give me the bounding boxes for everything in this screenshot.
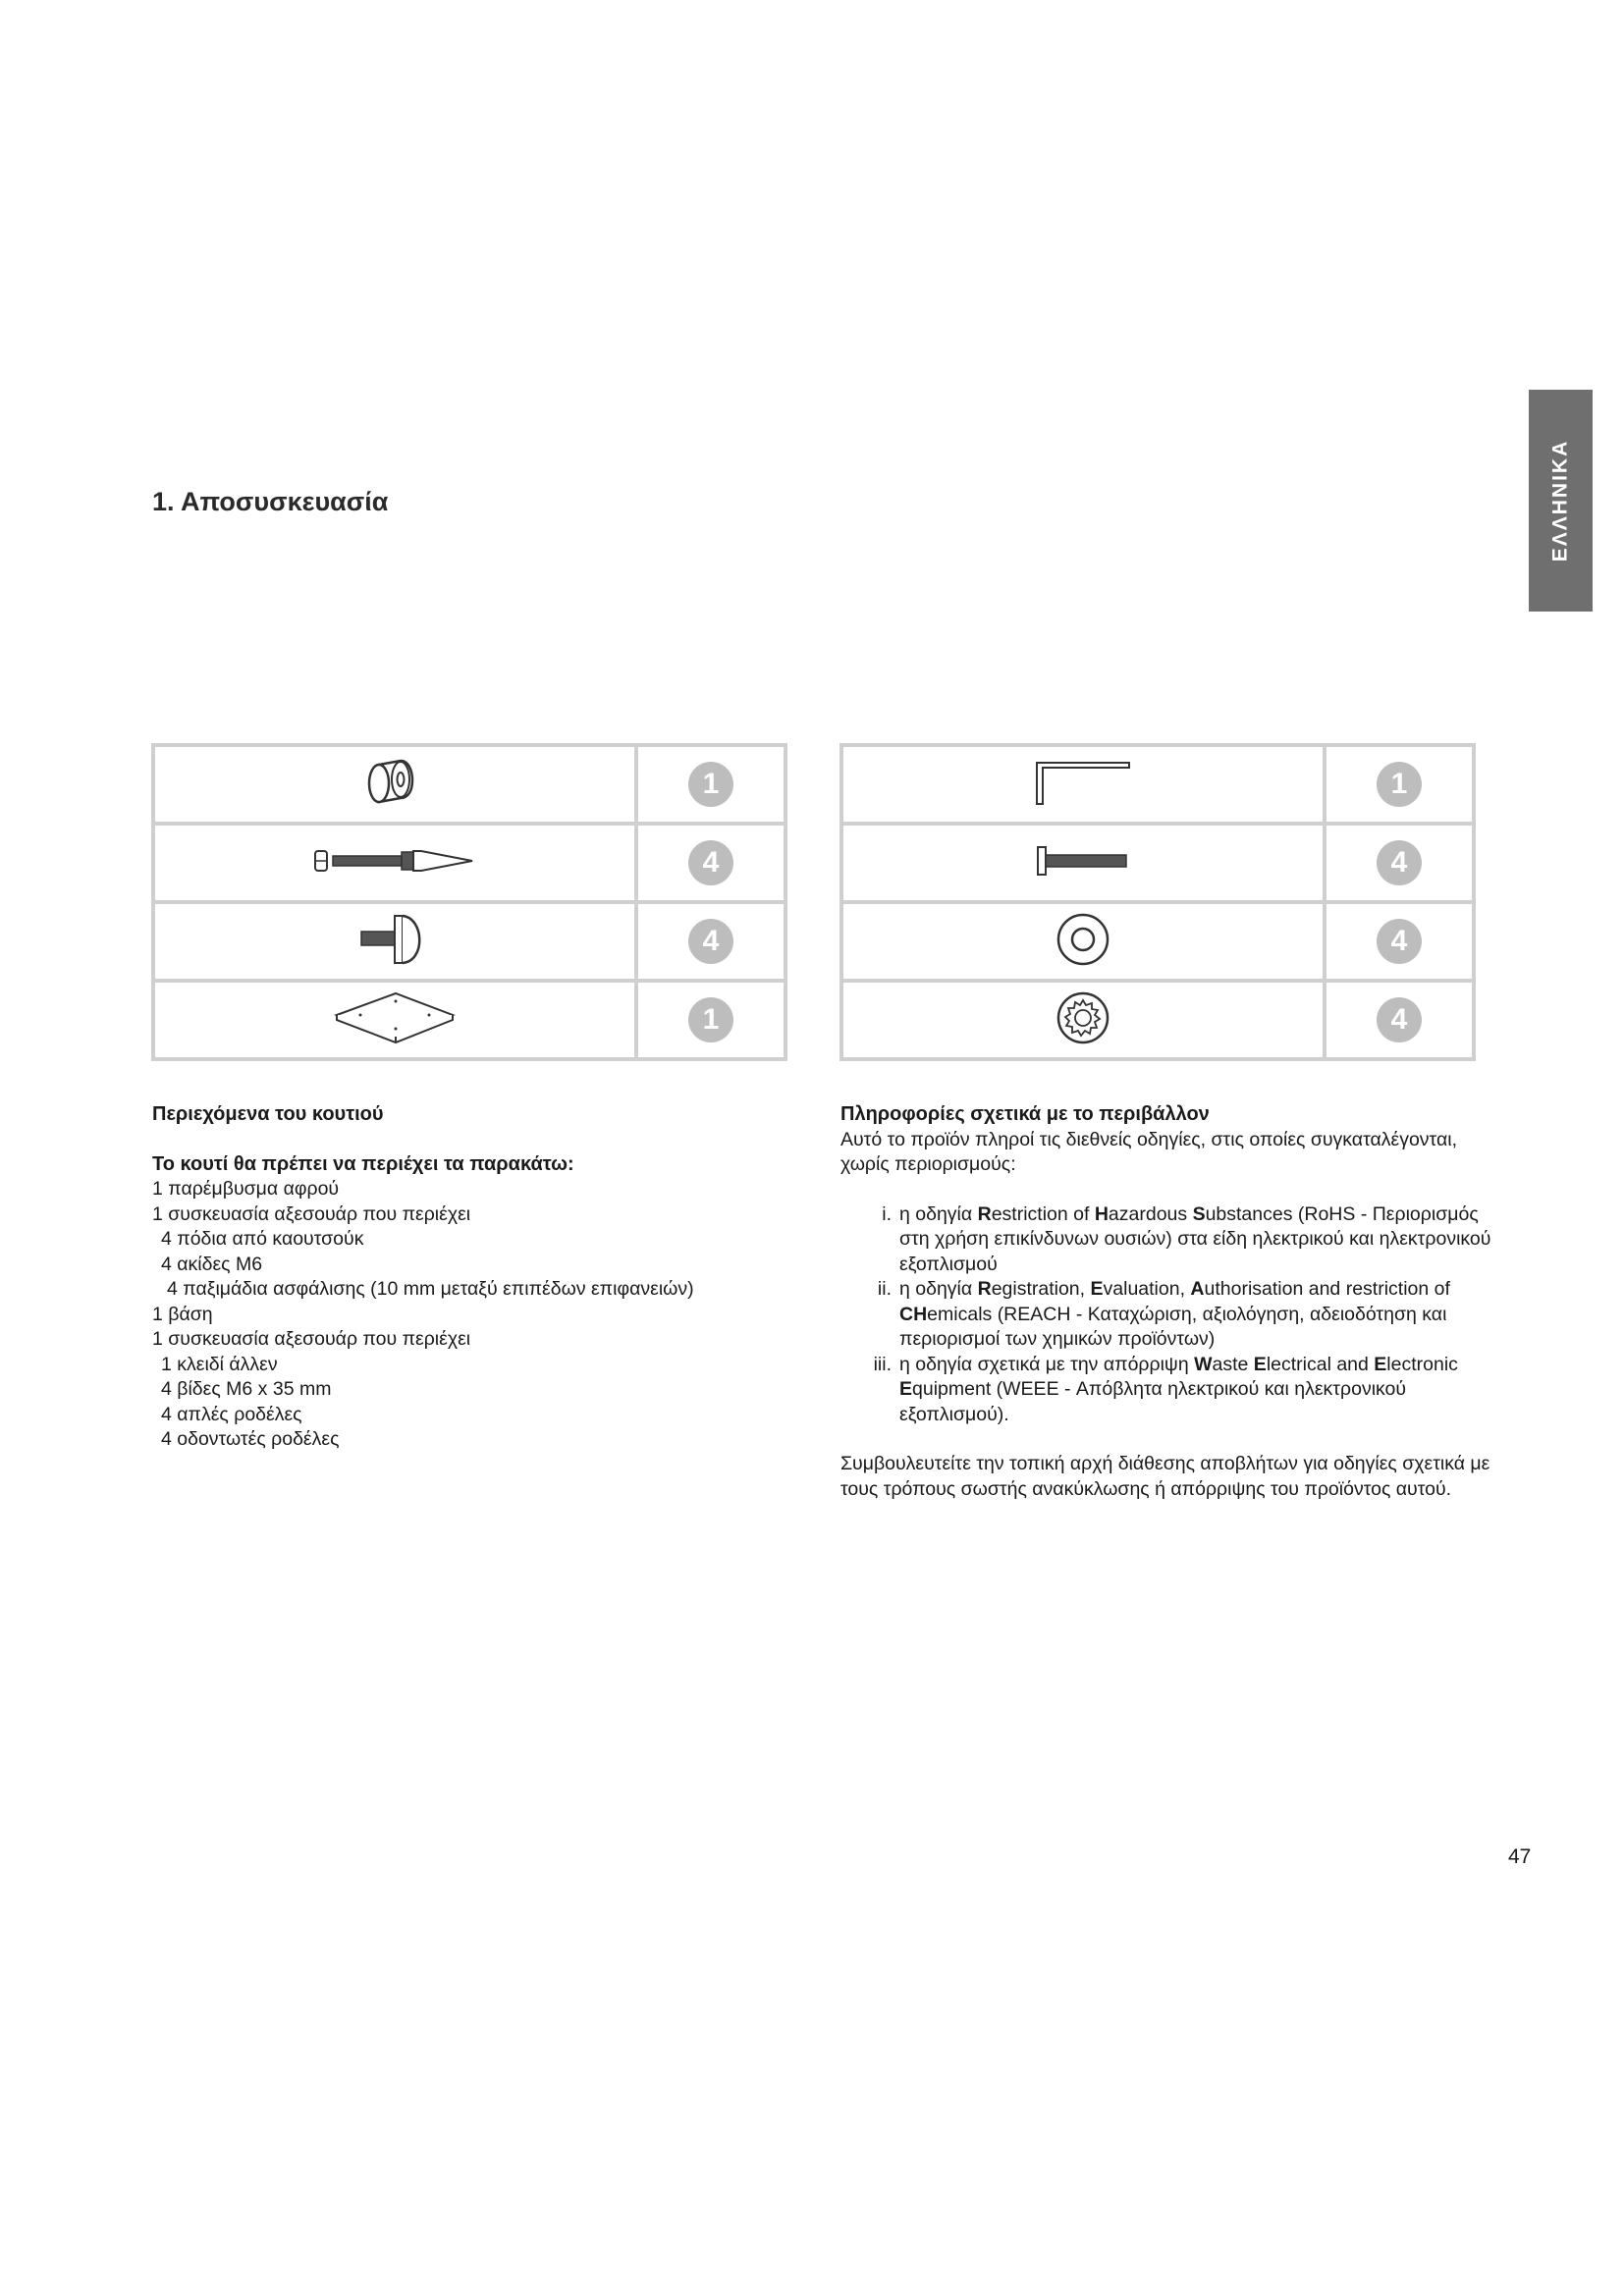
list-item: 4 πόδια από καουτσούκ — [161, 1228, 364, 1250]
box-contents-subheading: Το κουτί θα πρέπει να περιέχει τα παρακάτω: — [152, 1152, 574, 1175]
foam-insert-icon — [355, 753, 434, 812]
quantity-cell — [1325, 824, 1474, 902]
screw-icon — [1034, 841, 1132, 881]
quantity-cell — [1325, 745, 1474, 824]
quantity-badge: 4 — [1377, 919, 1422, 964]
part-image-cell — [841, 981, 1325, 1059]
spike-icon — [311, 841, 478, 881]
box-contents-heading: Περιεχόμενα του κουτιού — [152, 1103, 384, 1125]
directive-number: ii. — [877, 1278, 892, 1300]
part-image-cell — [153, 824, 636, 902]
table-row — [841, 981, 1474, 1059]
rubber-foot-icon — [355, 910, 434, 969]
directive-item: ii. η οδηγία Registration, Evaluation, Authorisation and restriction of CHemicals (REACH - Καταχώριση, αξιολόγηση, αδειοδότηση και περιορισμοί των χημικών προϊόντων) — [877, 1278, 1450, 1350]
parts-table-left — [151, 743, 787, 1061]
list-item: 1 συσκευασία αξεσουάρ που περιέχει — [152, 1328, 471, 1350]
parts-table-right — [839, 743, 1476, 1061]
list-item: 4 παξιμάδια ασφάλισης (10 mm μεταξύ επιπέδων επιφανειών) — [167, 1278, 694, 1300]
table-row — [153, 824, 785, 902]
table-row — [841, 902, 1474, 981]
toothed-washer-icon — [1054, 988, 1112, 1047]
quantity-badge: 4 — [1377, 840, 1422, 885]
language-tab-label: ΕΛΛΗΝΙΚΑ — [1548, 439, 1572, 562]
part-image-cell — [153, 745, 636, 824]
base-plate-icon — [331, 988, 459, 1048]
table-row — [841, 745, 1474, 824]
quantity-cell — [1325, 902, 1474, 981]
list-item: 1 βάση — [152, 1303, 213, 1325]
plain-washer-icon — [1054, 910, 1112, 969]
directive-number: i. — [882, 1202, 892, 1225]
quantity-badge: 4 — [688, 840, 733, 885]
quantity-badge: 4 — [1377, 997, 1422, 1042]
quantity-cell — [636, 902, 785, 981]
quantity-badge: 4 — [688, 919, 733, 964]
section-title: 1. Αποσυσκευασία — [152, 487, 389, 516]
list-item: 4 βίδες M6 x 35 mm — [161, 1378, 332, 1400]
list-item: 4 απλές ροδέλες — [161, 1403, 302, 1425]
table-row — [841, 824, 1474, 902]
quantity-badge: 1 — [688, 762, 733, 807]
directive-item: i. η οδηγία Restriction of Hazardous Substances (RoHS - Περιορισμός στη χρήση επικίνδυνων ουσιών) στα είδη ηλεκτρικού και ηλεκτρονικού εξοπλισμού — [882, 1202, 1491, 1275]
page-number: 47 — [1508, 1845, 1532, 1868]
environment-intro: Αυτό το προϊόν πληροί τις διεθνείς οδηγίες, στις οποίες συγκαταλέγονται, χωρίς περιορισμούς: — [840, 1128, 1458, 1175]
part-image-cell — [841, 902, 1325, 981]
quantity-badge: 1 — [1377, 762, 1422, 807]
environment-closing: Συμβουλευτείτε την τοπική αρχή διάθεσης αποβλήτων για οδηγίες σχετικά με τους τρόπους σωστής ανακύκλωσης ή απόρριψης του προϊόντος αυτού. — [840, 1453, 1490, 1500]
language-tab — [1529, 390, 1593, 612]
quantity-cell — [636, 981, 785, 1059]
directive-number: iii. — [873, 1353, 892, 1375]
environment-section — [840, 1102, 1498, 1502]
list-item: 1 συσκευασία αξεσουάρ που περιέχει — [152, 1202, 471, 1225]
table-row — [153, 981, 785, 1059]
table-row — [153, 745, 785, 824]
table-row — [153, 902, 785, 981]
part-image-cell — [841, 824, 1325, 902]
list-item: 1 παρέμβυσμα αφρού — [152, 1178, 340, 1200]
allen-key-icon — [1029, 755, 1137, 810]
quantity-cell — [1325, 981, 1474, 1059]
quantity-cell — [636, 745, 785, 824]
list-item: 1 κλειδί άλλεν — [161, 1353, 278, 1375]
directive-list — [840, 1202, 1498, 1428]
list-item: 4 οδοντωτές ροδέλες — [161, 1428, 340, 1450]
box-contents-section — [152, 1102, 820, 1453]
quantity-cell — [636, 824, 785, 902]
part-image-cell — [153, 902, 636, 981]
quantity-badge: 1 — [688, 997, 733, 1042]
list-item: 4 ακίδες M6 — [161, 1253, 263, 1275]
environment-heading: Πληροφορίες σχετικά με το περιβάλλον — [840, 1103, 1210, 1125]
part-image-cell — [841, 745, 1325, 824]
directive-item: iii. η οδηγία σχετικά με την απόρριψη Waste Electrical and Electronic Equipment (WEEE - Απόβλητα ηλεκτρικού και ηλεκτρονικού εξοπλισμού). — [873, 1353, 1458, 1425]
part-image-cell — [153, 981, 636, 1059]
